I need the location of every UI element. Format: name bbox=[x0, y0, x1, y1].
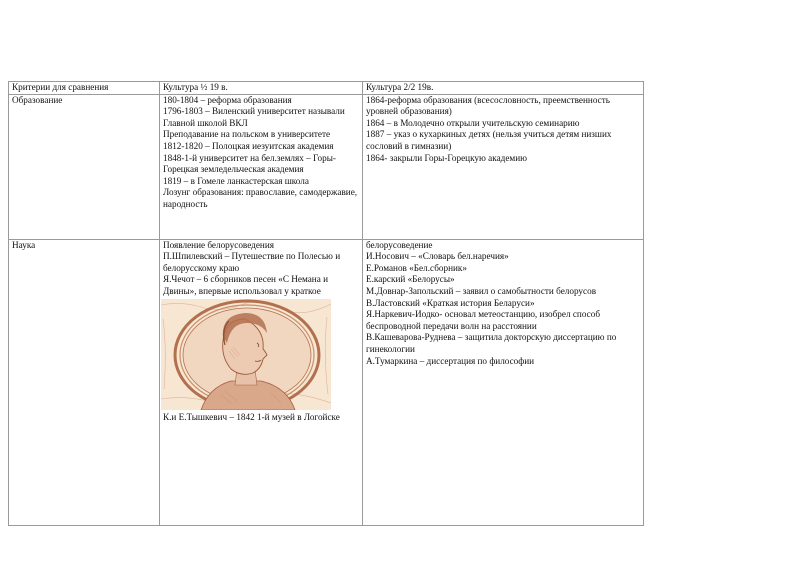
criterion-science: Наука bbox=[9, 239, 160, 525]
comparison-table bbox=[8, 81, 644, 526]
education-row bbox=[9, 94, 644, 239]
list-item: 1796-1803 – Виленский университет называли Главной школой ВКЛ bbox=[163, 106, 345, 128]
list-item: Лозунг образования: православие, самодержавие, народность bbox=[163, 187, 358, 209]
header-criteria: Критерии для сравнения bbox=[9, 82, 160, 95]
list-item: 1848-1-й университет на бел.землях – Горы-Горецкая земледельческая академия bbox=[163, 152, 336, 175]
science-row bbox=[9, 239, 644, 525]
list-item: 1864- закрыли Горы-Горецкую академию bbox=[366, 152, 527, 163]
education-second-half-cell bbox=[363, 94, 644, 239]
science-second-half-cell bbox=[363, 239, 644, 525]
list-item: В.Кашеварова-Руднева – защитила докторскую диссертацию по гинекологии bbox=[366, 332, 617, 354]
list-item: 1887 – указ о кухаркиных детях (нельзя учиться детям низших сословий в гимназии) bbox=[366, 129, 612, 151]
list-item: Преподавание на польском в университете bbox=[163, 129, 331, 140]
criterion-education: Образование bbox=[9, 94, 160, 239]
list-item: 180-1804 – реформа образования bbox=[163, 94, 292, 105]
list-item: Я.Чечот – 6 сборников песен «С Немана и Двины», впервые использовал у краткое bbox=[163, 274, 329, 296]
list-item: В.Ластовский «Краткая история Беларуси» bbox=[366, 297, 535, 308]
list-item: П.Шпилевский – Путешествие по Полесью и белорусскому краю bbox=[163, 251, 341, 273]
list-item: белорусоведение bbox=[366, 239, 433, 250]
list-item: 1864-реформа образования (всесословность, преемственность уровней образования) bbox=[366, 94, 610, 117]
list-item: 1812-1820 – Полоцкая иезуитская академия bbox=[163, 140, 334, 151]
list-item: Е.Романов «Бел.сборник» bbox=[366, 262, 467, 273]
portrait-medallion-icon bbox=[161, 299, 331, 410]
header-first-half: Культура ½ 19 в. bbox=[160, 82, 363, 95]
science-first-half-cell bbox=[160, 239, 363, 525]
list-item: А.Тумаркина – диссертация по философии bbox=[366, 355, 535, 366]
list-item: И.Носович – «Словарь бел.наречия» bbox=[366, 251, 509, 262]
list-item: 1819 – в Гомеле ланкастерская школа bbox=[163, 175, 309, 186]
list-item: Я.Наркевич-Иодко- основал метеостанцию, изобрел способ беспроводной передачи волн на расстоянии bbox=[366, 309, 601, 331]
header-second-half: Культура 2/2 19в. bbox=[363, 82, 644, 95]
list-item: К.и Е.Тышкевич – 1842 1-й музей в Логойске bbox=[163, 411, 340, 422]
header-row bbox=[9, 82, 644, 95]
education-first-half-cell bbox=[160, 94, 363, 239]
list-item: Е.карский «Белорусы» bbox=[366, 274, 455, 285]
list-item: М.Довнар-Запольский – заявил о самобытности белорусов bbox=[366, 285, 597, 296]
list-item: 1864 – в Молодечно открыли учительскую семинарию bbox=[366, 117, 580, 128]
list-item: Появление белорусоведения bbox=[163, 239, 274, 250]
